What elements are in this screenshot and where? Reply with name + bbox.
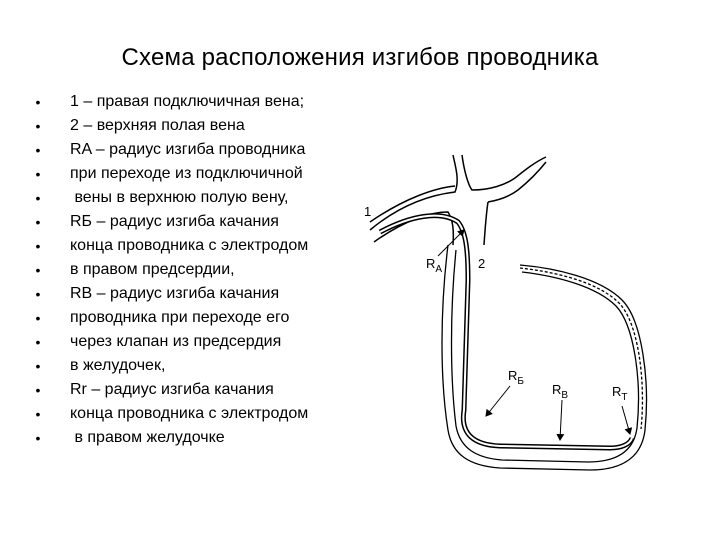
label-rv-main: R — [552, 382, 562, 397]
arrow-rv — [560, 400, 562, 440]
arrow-rt — [622, 406, 630, 434]
label-ra — [426, 256, 442, 275]
label-rb-sub: Б — [517, 376, 524, 387]
bullet-item — [32, 210, 308, 234]
vessel-wall-branch — [462, 155, 546, 190]
bullet-text: вены в верхнюю полую вену, — [70, 189, 289, 206]
bullet-dot: • — [35, 118, 41, 134]
bullet-list — [32, 90, 308, 450]
bullet-item — [32, 114, 308, 138]
bullet-item — [32, 162, 308, 186]
bullet-dot: • — [35, 190, 41, 206]
bullet-item — [32, 378, 308, 402]
bullet-text: в правом желудочке — [70, 429, 225, 446]
bullet-text: RB – радиус изгиба качания — [70, 285, 280, 302]
label-rt-sub: T — [621, 392, 628, 403]
label-rv-sub: B — [561, 390, 569, 401]
bullet-item — [32, 354, 308, 378]
bullet-dot: • — [35, 214, 41, 230]
bullet-text: конца проводника с электродом — [70, 405, 309, 422]
bullet-dot: • — [35, 334, 41, 350]
bullet-text: 2 – верхняя полая вена — [70, 117, 245, 134]
bullet-item — [32, 186, 308, 210]
bullet-dot: • — [35, 262, 41, 278]
bullet-item — [32, 138, 308, 162]
bullet-text: RA – радиус изгиба проводника — [70, 141, 306, 158]
arrow-rb — [486, 386, 510, 416]
slide-title: Схема расположения изгибов проводника — [121, 44, 599, 71]
label-1: 1 — [364, 204, 372, 219]
bullet-item — [32, 306, 308, 330]
bullet-text: 1 – правая подключичная вена; — [70, 93, 305, 110]
bullet-item — [32, 282, 308, 306]
bullet-item — [32, 234, 308, 258]
superior-vena-cava-vessel — [370, 155, 546, 245]
vessel-wall-right — [484, 202, 488, 245]
bullet-item — [32, 90, 308, 114]
arrow-ra — [438, 230, 464, 256]
bullet-dot: • — [35, 238, 41, 254]
label-rb — [508, 368, 524, 387]
guidewire — [380, 216, 632, 448]
bullet-dot: • — [35, 430, 41, 446]
bullet-item — [32, 402, 308, 426]
bullet-dot: • — [35, 358, 41, 374]
bullet-text: в желудочек, — [70, 357, 166, 374]
label-rv — [552, 382, 568, 401]
catheter-bend-diagram — [360, 150, 660, 480]
vessel-wall-branch-2 — [488, 162, 546, 202]
bullet-text: в правом предсердии, — [70, 261, 235, 278]
label-rt-main: R — [612, 384, 622, 399]
bullet-text: конца проводника с электродом — [70, 237, 309, 254]
label-2: 2 — [478, 256, 486, 271]
bullet-dot: • — [35, 382, 41, 398]
bullet-dot: • — [35, 166, 41, 182]
heart-wall-inner — [452, 250, 639, 462]
label-rb-main: R — [508, 368, 518, 383]
diagram-labels — [364, 204, 628, 403]
bullet-dot: • — [35, 310, 41, 326]
label-rt — [612, 384, 628, 403]
heart-wall-middle — [520, 268, 642, 429]
bullet-dot: • — [35, 94, 41, 110]
bullet-item — [32, 426, 308, 450]
label-ra-sub: A — [435, 264, 443, 275]
bullet-dot: • — [35, 406, 41, 422]
bullet-text: проводника при переходе его — [70, 309, 290, 326]
bullet-text: Rr – радиус изгиба качания — [70, 381, 274, 398]
bullet-dot: • — [35, 142, 41, 158]
bullet-text: RБ – радиус изгиба качания — [70, 213, 279, 230]
bullet-dot: • — [35, 286, 41, 302]
bullet-item — [32, 258, 308, 282]
bullet-item — [32, 330, 308, 354]
bullet-text: при переходе из подключичной — [70, 165, 303, 182]
label-ra-main: R — [426, 256, 436, 271]
bullet-text: через клапан из предсердия — [70, 333, 282, 350]
